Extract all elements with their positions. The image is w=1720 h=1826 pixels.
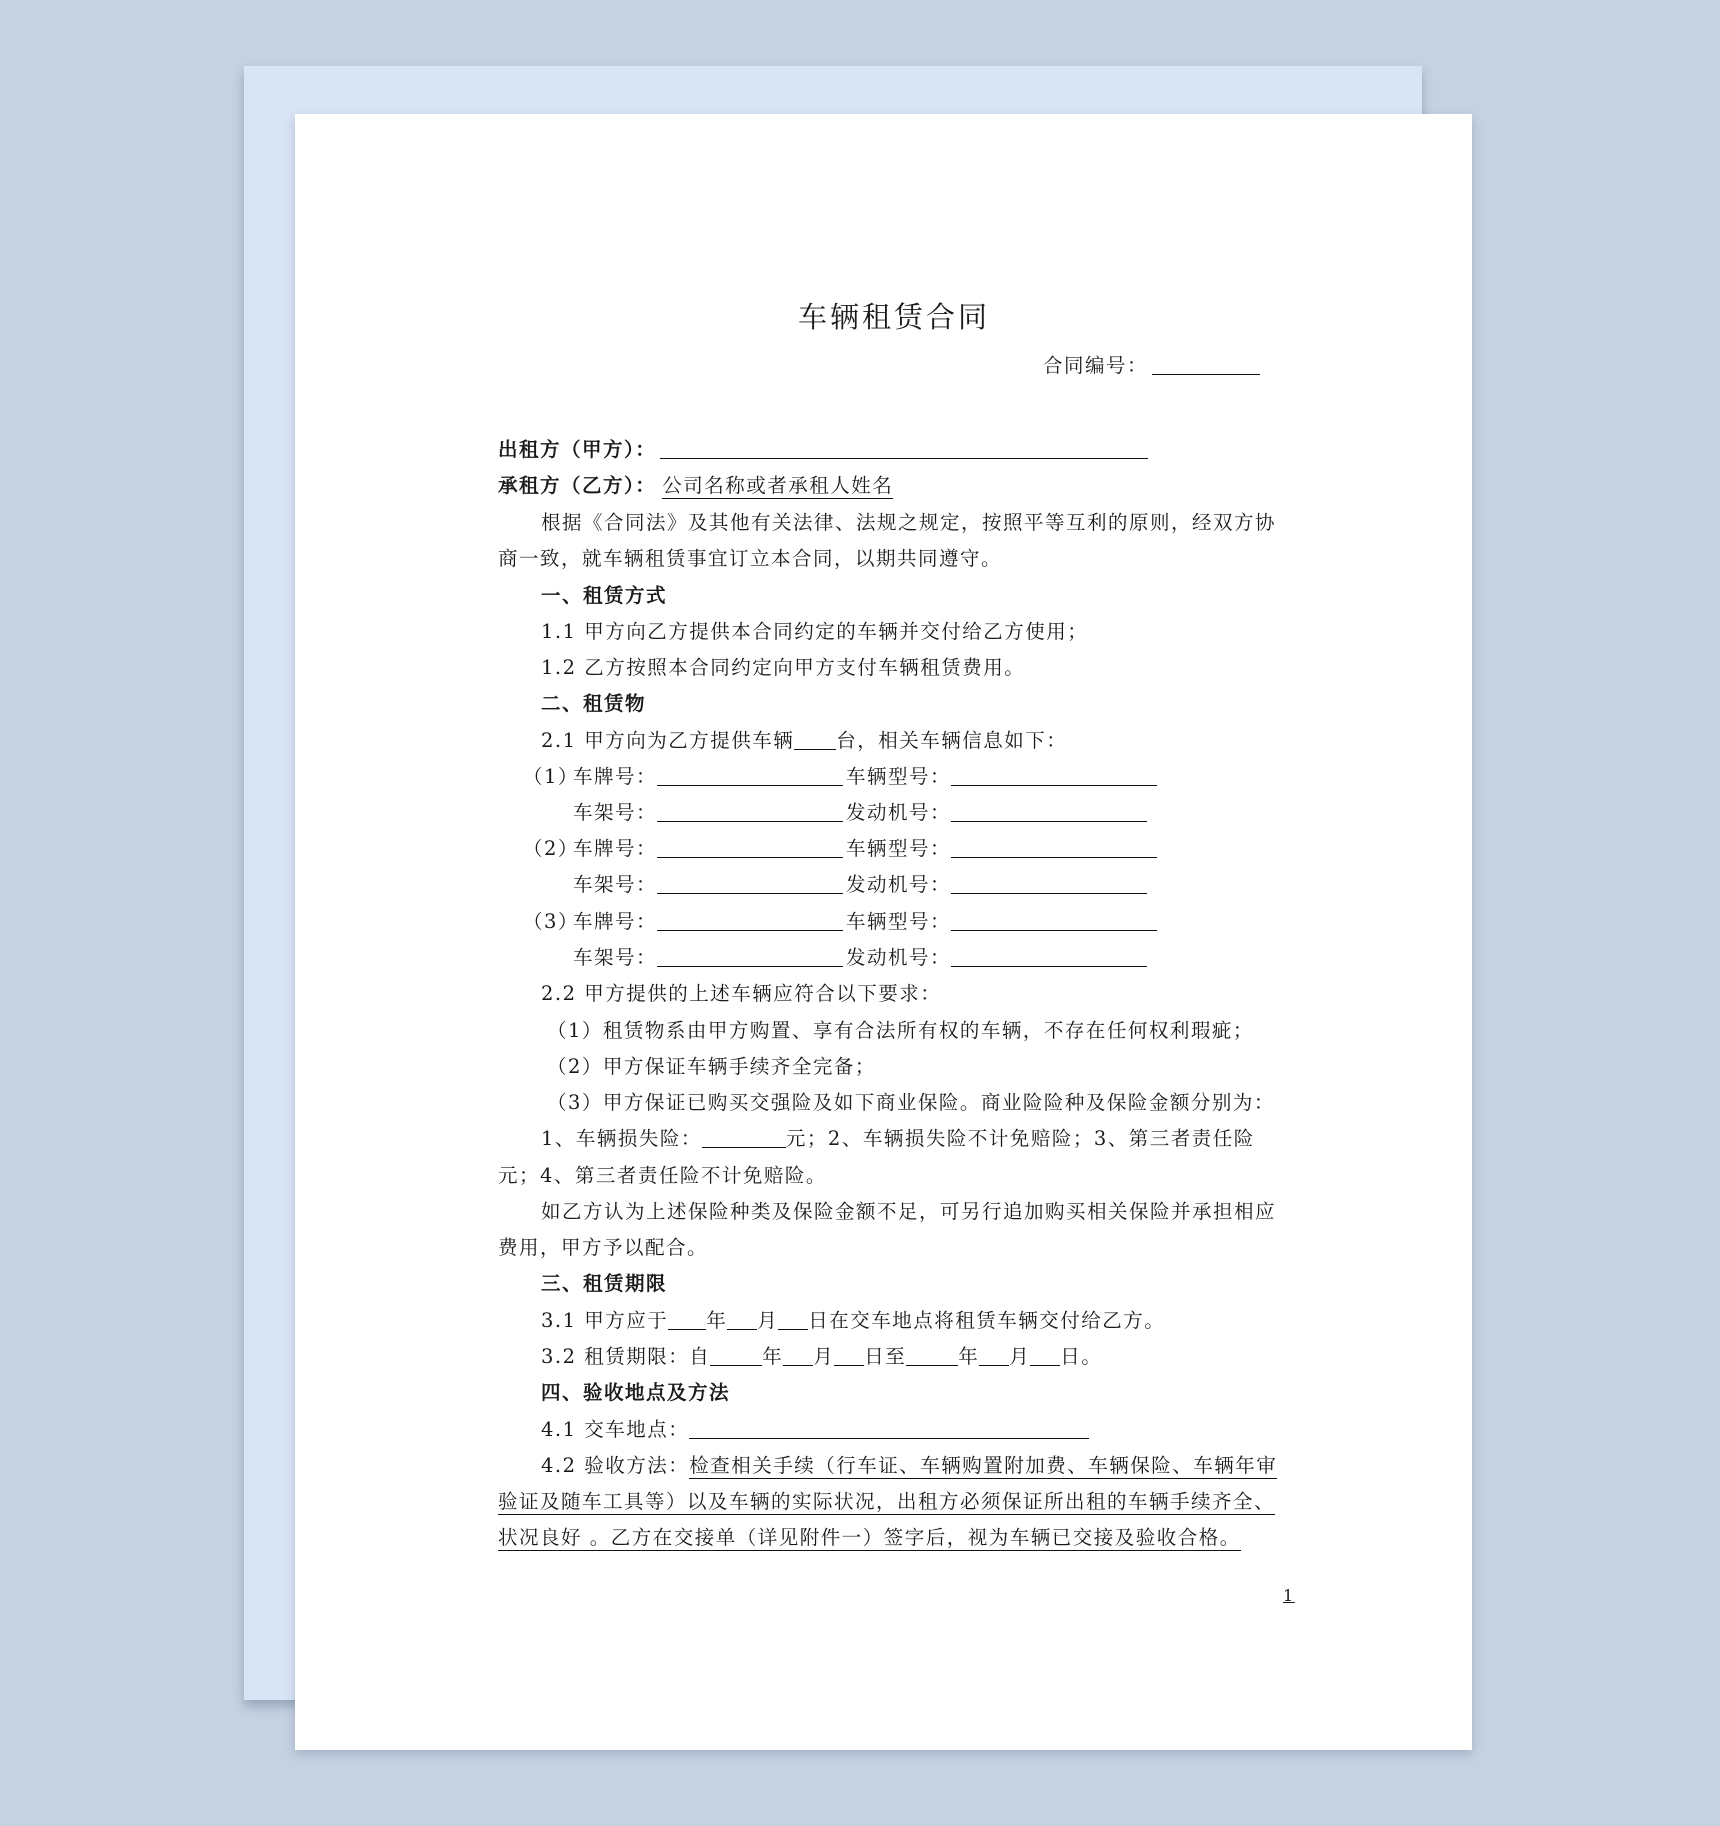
model-label: 车辆型号： (846, 765, 952, 788)
vehicle-1-model-row (846, 764, 1157, 790)
end-day-blank[interactable] (1030, 1345, 1060, 1366)
vehicle-3-plate-row (573, 909, 843, 935)
engine-number-blank[interactable] (951, 946, 1147, 967)
vehicle-2-engine-row (846, 872, 1147, 898)
delivery-month-blank[interactable] (727, 1309, 757, 1330)
contract-number-blank[interactable] (1152, 354, 1260, 375)
inspection-method-line-3: 状况良好 。乙方在交接单（详见附件一）签字后，视为车辆已交接及验收合格。 (498, 1526, 1241, 1549)
engine-label: 发动机号： (846, 801, 952, 824)
vehicle-3-model-row (846, 909, 1157, 935)
engine-label: 发动机号： (846, 873, 952, 896)
month-label: 月 (757, 1309, 779, 1332)
requirement-1: （1）租赁物系由甲方购置、享有合法所有权的车辆，不存在任何权利瑕疵； (547, 1019, 1254, 1042)
start-month-blank[interactable] (783, 1345, 813, 1366)
delivery-day-blank[interactable] (778, 1309, 808, 1330)
start-year-blank[interactable] (710, 1345, 762, 1366)
model-label: 车辆型号： (846, 910, 952, 933)
engine-number-blank[interactable] (951, 873, 1147, 894)
clause-2-1-text-a: 2.1 甲方向为乙方提供车辆 (541, 729, 795, 752)
requirement-2: （2）甲方保证车辆手续齐全完备； (547, 1055, 876, 1078)
model-blank[interactable] (951, 837, 1157, 858)
clause-1-1: 1.1 甲方向乙方提供本合同约定的车辆并交付给乙方使用； (541, 620, 1089, 643)
clause-1-2: 1.2 乙方按照本合同约定向甲方支付车辆租赁费用。 (541, 656, 1026, 679)
clause-3-2 (541, 1344, 1102, 1370)
clause-3-2-text-a: 3.2 租赁期限：自 (541, 1345, 711, 1368)
frame-label: 车架号： (573, 873, 658, 896)
frame-label: 车架号： (573, 946, 658, 969)
frame-number-blank[interactable] (657, 873, 843, 894)
delivery-location-label: 4.1 交车地点： (541, 1418, 690, 1441)
vehicle-1-frame-row (573, 800, 843, 826)
vehicle-1-engine-row (846, 800, 1147, 826)
clause-3-1 (541, 1308, 1165, 1334)
requirement-3: （3）甲方保证已购买交强险及如下商业保险。商业险险种及保险金额分别为： (547, 1091, 1275, 1114)
lessor-label: 出租方（甲方）： (498, 438, 657, 461)
clause-4-1 (541, 1417, 1089, 1443)
clause-2-1 (541, 728, 1067, 754)
clause-2-2: 2.2 甲方提供的上述车辆应符合以下要求： (541, 982, 942, 1005)
insurance-line-1 (541, 1126, 1255, 1152)
page-number: 1 (1283, 1586, 1295, 1605)
section-2-heading: 二、租赁物 (541, 692, 647, 715)
vehicle-3-num: （3） (523, 910, 579, 933)
clause-3-1-text-a: 3.1 甲方应于 (541, 1309, 669, 1332)
intro-line-1: 根据《合同法》及其他有关法律、法规之规定，按照平等互利的原则，经双方协 (541, 511, 1277, 534)
plate-number-blank[interactable] (657, 837, 843, 858)
engine-label: 发动机号： (846, 946, 952, 969)
plate-number-blank[interactable] (657, 765, 843, 786)
plate-label: 车牌号： (573, 910, 658, 933)
vehicle-1-plate-row (573, 764, 843, 790)
section-4-heading: 四、验收地点及方法 (541, 1381, 731, 1404)
lessee-field (498, 473, 893, 499)
plate-number-blank[interactable] (657, 910, 843, 931)
end-year-blank[interactable] (906, 1345, 958, 1366)
section-1-heading: 一、租赁方式 (541, 584, 668, 607)
clause-3-1-text-d: 日在交车地点将租赁车辆交付给乙方。 (808, 1309, 1166, 1332)
vehicle-2-model-row (846, 836, 1157, 862)
model-blank[interactable] (951, 765, 1157, 786)
clause-4-2-line-3 (498, 1525, 1241, 1551)
vehicle-2-frame-row (573, 872, 843, 898)
lessor-blank[interactable] (660, 438, 1148, 459)
model-label: 车辆型号： (846, 837, 952, 860)
document-title: 车辆租赁合同 (798, 300, 991, 334)
lessor-field (498, 437, 1148, 463)
section-3-heading: 三、租赁期限 (541, 1272, 668, 1295)
plate-label: 车牌号： (573, 765, 658, 788)
inspection-method-line-1: 检查相关手续（行车证、车辆购置附加费、车辆保险、车辆年审 (689, 1454, 1278, 1477)
insurance-text-a: 1、车辆损失险： (541, 1127, 702, 1150)
inspection-method-line-2: 验证及随车工具等）以及车辆的实际状况，出租方必须保证所出租的车辆手续齐全、 (498, 1490, 1276, 1513)
intro-line-2: 商一致，就车辆租赁事宜订立本合同，以期共同遵守。 (498, 547, 1003, 570)
clause-4-2-line-2 (498, 1489, 1275, 1515)
extra-insurance-line-1: 如乙方认为上述保险种类及保险金额不足，可另行追加购买相关保险并承担相应 (541, 1200, 1277, 1223)
start-day-blank[interactable] (834, 1345, 864, 1366)
year-label: 年 (762, 1345, 784, 1368)
insurance-line-2: 元；4、第三者责任险不计免赔险。 (498, 1164, 827, 1187)
vehicle-1-num: （1） (523, 765, 579, 788)
month-label: 月 (1009, 1345, 1031, 1368)
frame-number-blank[interactable] (657, 946, 843, 967)
model-blank[interactable] (951, 910, 1157, 931)
contract-number-label: 合同编号： (1043, 354, 1149, 377)
inspection-method-label: 4.2 验收方法： (541, 1454, 690, 1477)
clause-4-2 (541, 1453, 1277, 1479)
contract-number-field (1043, 353, 1260, 379)
insurance-text-b: 元；2、车辆损失险不计免赔险；3、第三者责任险 (785, 1127, 1255, 1150)
engine-number-blank[interactable] (951, 801, 1147, 822)
lessee-label: 承租方（乙方）： (498, 474, 657, 497)
frame-label: 车架号： (573, 801, 658, 824)
end-month-blank[interactable] (979, 1345, 1009, 1366)
document-page (295, 114, 1472, 1750)
until-label: 日至 (864, 1345, 907, 1368)
delivery-location-blank[interactable] (689, 1418, 1089, 1439)
vehicle-3-frame-row (573, 945, 843, 971)
year-label: 年 (706, 1309, 728, 1332)
year-label: 年 (958, 1345, 980, 1368)
frame-number-blank[interactable] (657, 801, 843, 822)
delivery-year-blank[interactable] (668, 1309, 706, 1330)
clause-2-1-text-b: 台，相关车辆信息如下： (836, 729, 1068, 752)
plate-label: 车牌号： (573, 837, 658, 860)
insurance-amount-blank[interactable] (702, 1127, 786, 1148)
extra-insurance-line-2: 费用，甲方予以配合。 (498, 1236, 709, 1259)
vehicle-3-engine-row (846, 945, 1147, 971)
vehicle-count-blank[interactable] (794, 729, 836, 750)
month-label: 月 (813, 1345, 835, 1368)
vehicle-2-plate-row (573, 836, 843, 862)
lessee-value[interactable]: 公司名称或者承租人姓名 (662, 474, 894, 497)
day-label: 日。 (1060, 1345, 1103, 1368)
vehicle-2-num: （2） (523, 837, 579, 860)
